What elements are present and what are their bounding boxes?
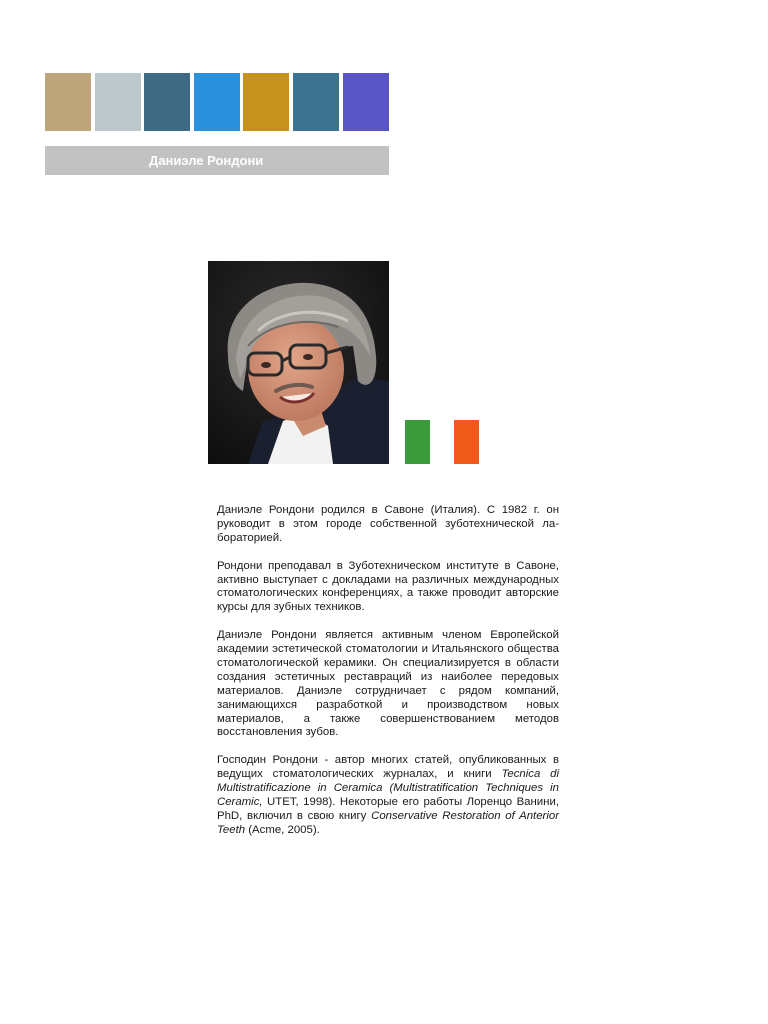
portrait-illustration (208, 261, 389, 464)
color-swatch (343, 73, 389, 131)
color-swatch (293, 73, 339, 131)
color-swatch (95, 73, 141, 131)
flag-stripe-green (405, 420, 430, 464)
bio-text: UTET, 1998). Некоторые его работы Лоренцо Ванини, PhD, включил в свою книгу (217, 795, 559, 822)
book-title-2: Conservative Restoration of Anterior Teeth (217, 809, 559, 836)
color-swatch-strip (45, 73, 389, 131)
author-portrait (208, 261, 389, 464)
author-name-bar: Даниэле Рондони (45, 146, 389, 175)
color-swatch (243, 73, 289, 131)
bio-paragraph-3: Даниэле Рондони является активным членом Европейской академии эстетической стоматологии и Итальянского общества стоматологической керамики. Он специализируется в области создания эстетичных реставраций из наиболее передовых материалов. Даниэле сотрудничает с рядом компаний, занимающихся разработкой и производством новых материалов, а также совершенствованием методов восстановления зубов. (217, 629, 559, 739)
color-swatch (144, 73, 190, 131)
bio-paragraph-2: Рондони преподавал в Зуботехническом институте в Савоне, активно выступает с докладами на различных международных стоматологических конференциях, а также проводит авторские курсы для зубных техников. (217, 559, 559, 614)
color-swatch (194, 73, 240, 131)
bio-paragraph-4 (217, 754, 559, 837)
flag-stripe-red (454, 420, 479, 464)
book-title-1: Tecnica di Multistratificazione in Ceramica (Multistratification Techniques in Ceramic, (217, 768, 559, 808)
bio-text: (Acme, 2005). (245, 823, 320, 836)
bio-paragraph-1: Даниэле Рондони родился в Савоне (Италия). С 1982 г. он руководит в этом городе собственной зуботехнической лабораторией. (217, 504, 559, 544)
bio-text: Господин Рондони - автор многих статей, опубликованных в ведущих стоматологических журналах, и книги (217, 754, 559, 781)
biography-text (217, 504, 559, 852)
color-swatch (45, 73, 91, 131)
